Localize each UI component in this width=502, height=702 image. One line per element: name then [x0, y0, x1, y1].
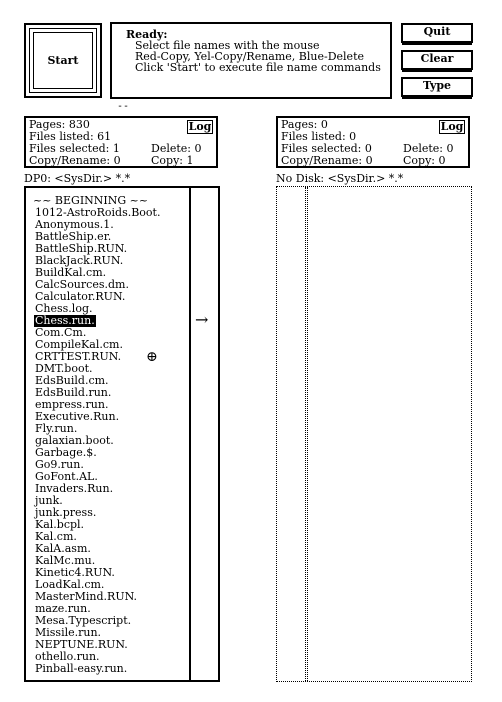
left-copy-rename-count: Copy/Rename: 0 — [29, 154, 121, 167]
file-list-item[interactable]: Pinball-easy.run. — [35, 662, 128, 675]
start-button[interactable] — [24, 23, 102, 98]
file-list-item[interactable]: maze.run. — [35, 602, 91, 615]
file-list-item[interactable]: Executive.Run. — [35, 410, 120, 423]
file-list-item[interactable]: empress.run. — [35, 398, 109, 411]
file-list-item[interactable]: MasterMind.RUN. — [35, 590, 138, 603]
file-list-item[interactable]: CalcSources.dm. — [35, 278, 129, 291]
file-list-item[interactable]: KalMc.mu. — [35, 554, 96, 567]
file-list-item[interactable]: LoadKal.cm. — [35, 578, 105, 591]
file-list-item[interactable]: CRTTEST.RUN. — [35, 350, 122, 363]
file-list-item[interactable]: Com.Cm. — [35, 326, 87, 339]
file-list-item[interactable]: Mesa.Typescript. — [35, 614, 132, 627]
file-list-item[interactable]: CompileKal.cm. — [35, 338, 123, 351]
list-divider — [189, 188, 191, 680]
file-list-item[interactable]: junk. — [35, 494, 63, 507]
file-list-item[interactable]: Missile.run. — [35, 626, 102, 639]
left-file-items — [32, 195, 160, 675]
left-log-button[interactable]: Log — [188, 120, 212, 133]
list-divider — [307, 187, 308, 681]
clear-button[interactable]: Clear — [401, 50, 473, 70]
quit-button[interactable]: Quit — [401, 23, 473, 43]
file-list-item[interactable]: galaxian.boot. — [35, 434, 114, 447]
right-files-listed: Files listed: 0 — [281, 130, 357, 143]
file-list-item[interactable]: Chess.log. — [35, 302, 93, 315]
left-pages: Pages: 830 — [29, 118, 90, 131]
start-button-label: Start — [47, 54, 79, 67]
list-divider — [305, 187, 306, 681]
type-button[interactable]: Type — [401, 77, 473, 97]
input-cursor-mark: -- — [117, 101, 130, 112]
file-list-item[interactable]: Kinetic4.RUN. — [35, 566, 115, 579]
file-list-item[interactable]: Anonymous.1. — [35, 218, 114, 231]
file-list-item[interactable]: BlackJack.RUN. — [35, 254, 124, 267]
file-list-item[interactable]: GoFont.AL. — [35, 470, 98, 483]
left-info-box — [24, 116, 218, 168]
status-line: Click 'Start' to execute file name commands — [135, 61, 381, 74]
right-copy-rename-count: Copy/Rename: 0 — [281, 154, 373, 167]
file-list-item[interactable]: junk.press. — [35, 506, 97, 519]
left-delete-count: Delete: 0 — [151, 142, 202, 155]
left-files-listed: Files listed: 61 — [29, 130, 112, 143]
right-files-selected: Files selected: 0 — [281, 142, 372, 155]
file-list-item[interactable]: BuildKal.cm. — [35, 266, 107, 279]
right-arrow-icon: → — [195, 310, 209, 329]
file-list-item[interactable]: Kal.cm. — [35, 530, 77, 543]
right-copy-count: Copy: 0 — [403, 154, 446, 167]
status-line: Red-Copy, Yel-Copy/Rename, Blue-Delete — [135, 50, 364, 63]
file-list-item[interactable]: Kal.bcpl. — [35, 518, 85, 531]
right-info-box — [276, 116, 470, 168]
mouse-cursor-crosshair-icon: ⊕ — [146, 349, 158, 365]
file-list-item[interactable]: Invaders.Run. — [35, 482, 114, 495]
status-message-box — [110, 22, 392, 99]
left-directory-label: DP0: <SysDir.> *.* — [24, 172, 131, 185]
selected-file-highlight: Chess.run. — [35, 314, 95, 327]
file-list-item[interactable]: NEPTUNE.RUN. — [35, 638, 128, 651]
right-pages: Pages: 0 — [281, 118, 328, 131]
file-list-item[interactable]: Calculator.RUN. — [35, 290, 126, 303]
file-list-item[interactable]: BattleShip.er. — [35, 230, 112, 243]
left-files-selected: Files selected: 1 — [29, 142, 120, 155]
file-list-item[interactable]: Go9.run. — [35, 458, 84, 471]
list-beginning-marker: ~~ BEGINNING ~~ — [33, 194, 149, 207]
status-title: Ready: — [126, 28, 168, 41]
right-file-list[interactable] — [276, 186, 472, 682]
status-line: Select file names with the mouse — [135, 39, 320, 52]
file-list-item[interactable]: Garbage.$. — [35, 446, 97, 459]
file-list-item[interactable]: BattleShip.RUN. — [35, 242, 128, 255]
right-log-button[interactable]: Log — [440, 120, 464, 133]
file-list-item[interactable]: EdsBuild.cm. — [35, 374, 109, 387]
file-list-item[interactable]: KalA.asm. — [35, 542, 91, 555]
file-list-item[interactable]: othello.run. — [35, 650, 100, 663]
left-copy-count: Copy: 1 — [151, 154, 194, 167]
file-list-item[interactable]: 1012-AstroRoids.Boot. — [35, 206, 161, 219]
file-list-item[interactable]: DMT.boot. — [35, 362, 93, 375]
file-list-item[interactable]: Fly.run. — [35, 422, 78, 435]
right-directory-label: No Disk: <SysDir.> *.* — [276, 172, 404, 185]
right-delete-count: Delete: 0 — [403, 142, 454, 155]
left-file-list[interactable] — [24, 186, 220, 682]
file-list-item[interactable]: EdsBuild.run. — [35, 386, 112, 399]
